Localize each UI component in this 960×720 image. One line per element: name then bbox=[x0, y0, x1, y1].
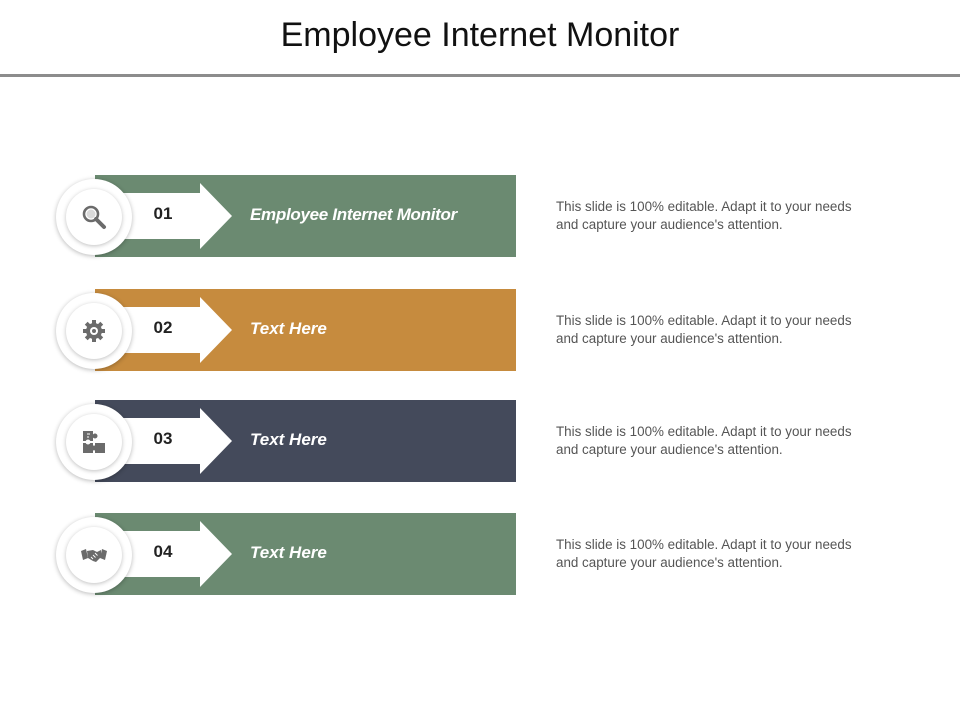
list-item-1 bbox=[0, 175, 960, 259]
slide-title: Employee Internet Monitor bbox=[280, 16, 680, 54]
step-number-4: 04 bbox=[153, 542, 173, 561]
step-heading-1: Employee Internet Monitor bbox=[250, 205, 457, 224]
step-heading-2: Text Here bbox=[250, 319, 327, 338]
description-line-1b: and capture your audience's attention. bbox=[556, 217, 783, 232]
description-line-3b: and capture your audience's attention. bbox=[556, 442, 783, 457]
list-item-3 bbox=[0, 400, 960, 484]
description-line-1a: This slide is 100% editable. Adapt it to your needs bbox=[556, 199, 852, 214]
magnifier-icon bbox=[80, 203, 108, 231]
step-heading-4: Text Here bbox=[250, 543, 327, 562]
list-item-2 bbox=[0, 289, 960, 373]
puzzle-icon bbox=[80, 428, 108, 456]
description-line-2a: This slide is 100% editable. Adapt it to your needs bbox=[556, 313, 852, 328]
title-divider bbox=[0, 74, 960, 77]
description-line-2b: and capture your audience's attention. bbox=[556, 331, 783, 346]
step-description-1 bbox=[556, 198, 916, 234]
list-item-4 bbox=[0, 513, 960, 597]
description-line-4b: and capture your audience's attention. bbox=[556, 555, 783, 570]
step-number-3: 03 bbox=[153, 429, 173, 448]
step-description-3 bbox=[556, 423, 916, 459]
gear-icon bbox=[80, 317, 108, 345]
description-line-3a: This slide is 100% editable. Adapt it to your needs bbox=[556, 424, 852, 439]
step-heading-3: Text Here bbox=[250, 430, 327, 449]
step-description-2 bbox=[556, 312, 916, 348]
description-line-4a: This slide is 100% editable. Adapt it to your needs bbox=[556, 537, 852, 552]
handshake-icon bbox=[80, 541, 108, 569]
step-number-2: 02 bbox=[153, 318, 173, 337]
step-number-1: 01 bbox=[153, 204, 173, 223]
step-description-4 bbox=[556, 536, 916, 572]
